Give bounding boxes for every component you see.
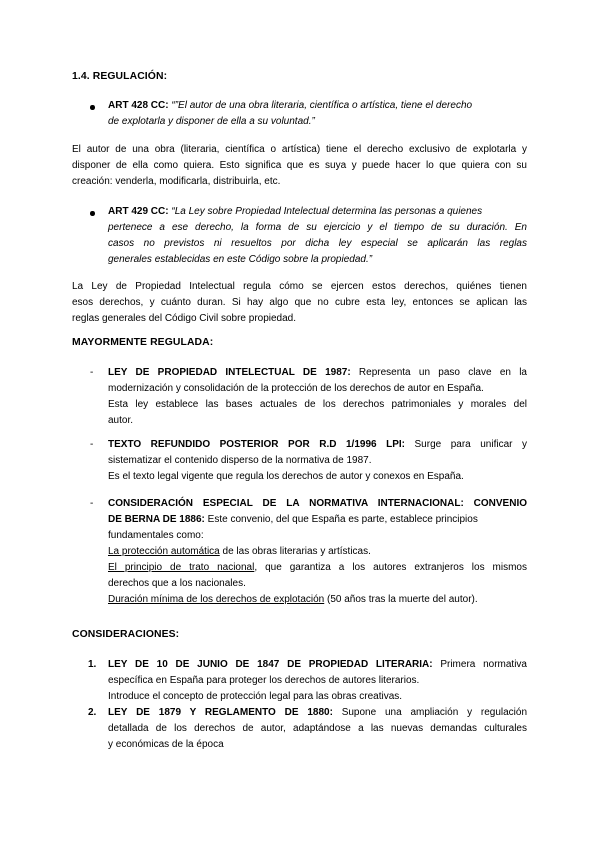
art429-line-1 (108, 204, 482, 220)
art429-line-3: casos no previstos ni resueltos por dicha ley especial se aplicarán las reglas (108, 238, 527, 249)
reg2-line-2: sistematizar el contenido disperso de la normativa de 1987. (108, 455, 372, 466)
para2-line-2: esos derechos, y cuánto duran. Si hay algo que no cubre esta ley, entonces se aplican las (72, 297, 527, 308)
reg3-u1-rest: de las obras literarias y artísticas. (219, 546, 371, 557)
reg3-line-7 (108, 592, 478, 608)
reg1-first: Representa un paso clave en la (350, 367, 527, 378)
para2-line-3: reglas generales del Código Civil sobre propiedad. (72, 313, 297, 324)
reg1-title: LEY DE PROPIEDAD INTELECTUAL DE 1987: (108, 367, 351, 378)
reg3-u3-rest: (50 años tras la muerte del autor). (324, 594, 478, 605)
cons1-line-3: Introduce el concepto de protección legal para las obras creativas. (108, 691, 403, 702)
reg2-line-1 (108, 437, 527, 453)
reg1-line-1 (108, 365, 527, 381)
dash-marker: - (90, 498, 94, 509)
art429-line-4: generales establecidas en este Código sobre la propiedad.” (108, 254, 373, 265)
cons1-line-2: específica en España para proteger los derechos de autores literarios. (108, 675, 420, 686)
bullet-dot (90, 105, 95, 110)
section-heading-regulacion: 1.4. REGULACIÓN: (72, 71, 168, 82)
dash-marker: - (90, 439, 94, 450)
para1-line-3: creación: venderla, modificarla, distribuirla, etc. (72, 176, 281, 187)
art429-label: ART 429 CC: (108, 206, 169, 217)
section-heading-consideraciones: CONSIDERACIONES: (72, 629, 180, 640)
dash-marker: - (90, 367, 94, 378)
reg3-line-3: fundamentales como: (108, 530, 204, 541)
cons2-title: LEY DE 1879 Y REGLAMENTO DE 1880: (108, 707, 333, 718)
reg2-first: Surge para unificar y (404, 439, 527, 450)
reg2-line-3: Es el texto legal vigente que regula los derechos de autor y conexos en España. (108, 471, 464, 482)
reg3-line-5 (108, 560, 527, 576)
reg3-line-4 (108, 544, 371, 560)
reg1-line-2: modernización y consolidación de la protección de los derechos de autor en España. (108, 383, 484, 394)
list-number: 1. (88, 659, 97, 670)
art428-line-2: de explotarla y disponer de ella a su voluntad.” (108, 116, 315, 127)
cons2-line-2: detallada de los derechos de autor, adaptándose a las nuevas demandas culturales (108, 723, 527, 734)
cons1-title: LEY DE 10 DE JUNIO DE 1847 DE PROPIEDAD LITERARIA: (108, 659, 433, 670)
art429-quote-1: “La Ley sobre Propiedad Intelectual determina las personas a quienes (171, 206, 483, 217)
reg1-line-3: Esta ley establece las bases actuales de los derechos patrimoniales y morales del (108, 399, 527, 410)
reg3-first: Este convenio, del que España es parte, establece principios (204, 514, 478, 525)
reg3-line-6: derechos que a los nacionales. (108, 578, 246, 589)
reg3-title-1: CONSIDERACIÓN ESPECIAL DE LA NORMATIVA INTERNACIONAL: CONVENIO (108, 498, 527, 509)
art428-label: ART 428 CC: (108, 100, 169, 111)
cons1-first: Primera normativa (432, 659, 527, 670)
reg3-u2-rest: , que garantiza a los autores extranjeros los mismos (254, 562, 527, 573)
reg2-title: TEXTO REFUNDIDO POSTERIOR POR R.D 1/1996 LPI: (108, 439, 405, 450)
reg3-underline-1: La protección automática (108, 546, 220, 557)
reg3-underline-3: Duración mínima de los derechos de explotación (108, 594, 325, 605)
art428-quote-1: “”El autor de una obra literaria, científica o artística, tiene el derecho (171, 100, 473, 111)
section-heading-mayormente: MAYORMENTE REGULADA: (72, 337, 214, 348)
reg3-underline-2: El principio de trato nacional (108, 562, 255, 573)
bullet-dot (90, 211, 95, 216)
reg3-line-2 (108, 512, 478, 528)
cons1-line-1 (108, 657, 527, 673)
cons2-line-1 (108, 705, 527, 721)
art428-line-1 (108, 98, 472, 114)
cons2-first: Supone una ampliación y regulación (332, 707, 528, 718)
art429-line-2: pertenece a ese derecho, la forma de su ejercicio y el tiempo de su duración. En (108, 222, 527, 233)
reg3-title-2: DE BERNA DE 1886: (108, 514, 205, 525)
list-number: 2. (88, 707, 97, 718)
para1-line-1: El autor de una obra (literaria, científica o artística) tiene el derecho exclusivo de explotarla y (72, 144, 527, 155)
para1-line-2: disponer de ella como quiera. Esto significa que es suya y puede hacer lo que quiera con su (72, 160, 527, 171)
reg1-line-4: autor. (108, 415, 134, 426)
cons2-line-3: y económicas de la época (108, 739, 224, 750)
reg3-line-1 (108, 496, 527, 512)
para2-line-1: La Ley de Propiedad Intelectual regula cómo se ejercen estos derechos, quiénes tienen (72, 281, 527, 292)
